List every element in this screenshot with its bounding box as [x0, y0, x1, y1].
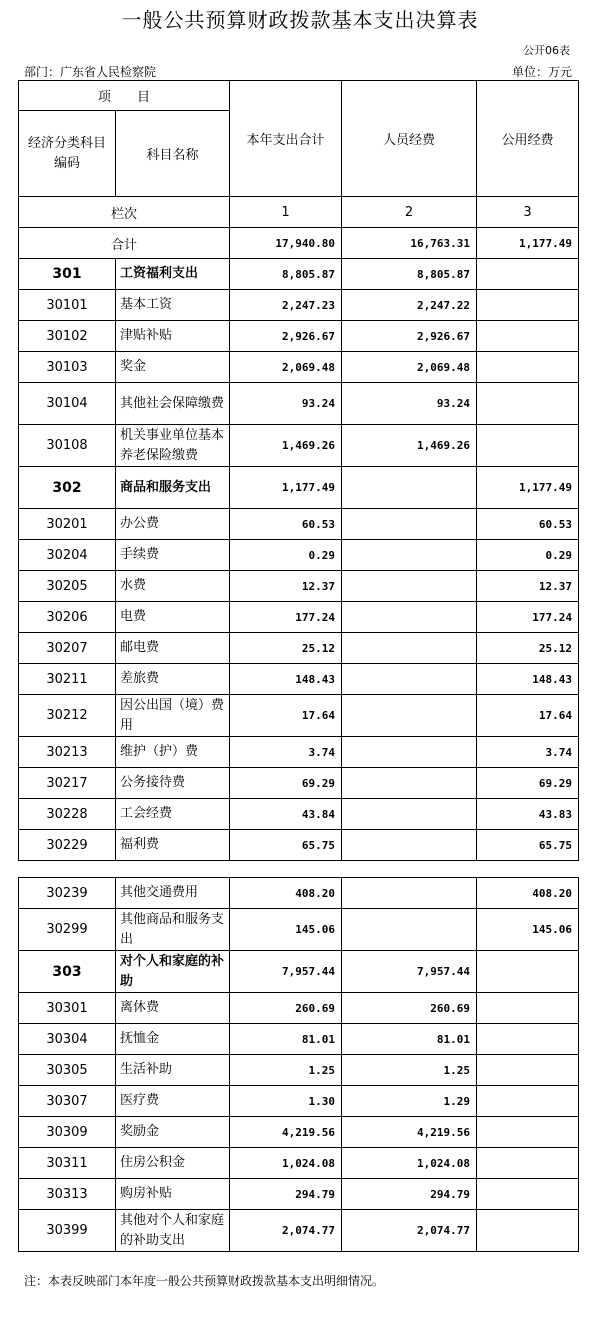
table-row [19, 1179, 579, 1210]
table-row [19, 509, 579, 540]
personnel-value: 2,069.48 [342, 352, 477, 383]
public-value [477, 259, 579, 290]
total-value: 2,247.23 [230, 290, 342, 321]
total-value: 1.30 [230, 1086, 342, 1117]
public-value [477, 383, 579, 425]
account-code: 30304 [19, 1024, 116, 1055]
account-name: 其他对个人和家庭的补助支出 [116, 1210, 230, 1252]
account-name: 公务接待费 [116, 768, 230, 799]
public-value: 25.12 [477, 633, 579, 664]
personnel-value [342, 664, 477, 695]
personnel-value [342, 768, 477, 799]
total-row-personnel: 16,763.31 [342, 228, 477, 259]
public-value: 65.75 [477, 830, 579, 861]
table-row [19, 737, 579, 768]
public-value: 60.53 [477, 509, 579, 540]
row-number-label: 栏次 [19, 197, 230, 228]
public-value: 3.74 [477, 737, 579, 768]
table-row [19, 830, 579, 861]
total-value: 69.29 [230, 768, 342, 799]
account-code: 30313 [19, 1179, 116, 1210]
personnel-value [342, 737, 477, 768]
personnel-value [342, 602, 477, 633]
account-name: 福利费 [116, 830, 230, 861]
total-value: 2,074.77 [230, 1210, 342, 1252]
personnel-value [342, 695, 477, 737]
account-code: 30399 [19, 1210, 116, 1252]
account-code: 30217 [19, 768, 116, 799]
total-value: 65.75 [230, 830, 342, 861]
total-value: 408.20 [230, 878, 342, 909]
personnel-value: 4,219.56 [342, 1117, 477, 1148]
column-number-1: 1 [230, 197, 342, 228]
account-name: 水费 [116, 571, 230, 602]
account-code: 301 [19, 259, 116, 290]
account-name: 其他社会保障缴费 [116, 383, 230, 425]
total-value: 1,469.26 [230, 425, 342, 467]
account-name: 手续费 [116, 540, 230, 571]
account-name: 邮电费 [116, 633, 230, 664]
account-code: 30299 [19, 909, 116, 951]
total-value: 43.84 [230, 799, 342, 830]
account-code: 30301 [19, 993, 116, 1024]
table-row [19, 695, 579, 737]
table-row [19, 1055, 579, 1086]
account-name: 差旅费 [116, 664, 230, 695]
table-row [19, 878, 579, 909]
public-value [477, 1055, 579, 1086]
table-row [19, 352, 579, 383]
account-code: 30228 [19, 799, 116, 830]
personnel-value [342, 830, 477, 861]
account-name: 办公费 [116, 509, 230, 540]
table-row [19, 1024, 579, 1055]
account-code: 30229 [19, 830, 116, 861]
account-code: 30204 [19, 540, 116, 571]
account-code: 303 [19, 951, 116, 993]
account-code: 30101 [19, 290, 116, 321]
header-item: 项 目 [19, 81, 230, 111]
personnel-value: 2,247.22 [342, 290, 477, 321]
account-code: 30311 [19, 1148, 116, 1179]
table-row [19, 799, 579, 830]
total-row-label: 合计 [19, 228, 230, 259]
table-row [19, 467, 579, 509]
expenditure-table [18, 80, 579, 861]
account-code: 30211 [19, 664, 116, 695]
personnel-value [342, 878, 477, 909]
account-name: 其他商品和服务支出 [116, 909, 230, 951]
public-value [477, 1179, 579, 1210]
public-value [477, 993, 579, 1024]
public-value [477, 425, 579, 467]
table-row [19, 1148, 579, 1179]
total-value: 7,957.44 [230, 951, 342, 993]
total-value: 148.43 [230, 664, 342, 695]
account-name: 住房公积金 [116, 1148, 230, 1179]
table-row [19, 290, 579, 321]
header-econ-code: 经济分类科目编码 [19, 111, 116, 197]
personnel-value: 8,805.87 [342, 259, 477, 290]
total-value: 145.06 [230, 909, 342, 951]
public-value [477, 321, 579, 352]
footnote: 注：本表反映部门本年度一般公共预算财政拨款基本支出明细情况。 [24, 1274, 385, 1288]
public-value: 408.20 [477, 878, 579, 909]
account-code: 30102 [19, 321, 116, 352]
public-value [477, 352, 579, 383]
table-row [19, 909, 579, 951]
account-code: 30108 [19, 425, 116, 467]
table-row [19, 425, 579, 467]
account-name: 维护（护）费 [116, 737, 230, 768]
personnel-value: 2,074.77 [342, 1210, 477, 1252]
personnel-value [342, 799, 477, 830]
account-name: 因公出国（境）费用 [116, 695, 230, 737]
account-name: 其他交通费用 [116, 878, 230, 909]
total-value: 81.01 [230, 1024, 342, 1055]
table-row [19, 1210, 579, 1252]
department-label: 部门：广东省人民检察院 [24, 65, 157, 79]
total-value: 93.24 [230, 383, 342, 425]
personnel-value [342, 571, 477, 602]
total-value: 3.74 [230, 737, 342, 768]
table-row [19, 602, 579, 633]
public-value: 43.83 [477, 799, 579, 830]
public-value: 1,177.49 [477, 467, 579, 509]
personnel-value: 260.69 [342, 993, 477, 1024]
personnel-value: 93.24 [342, 383, 477, 425]
total-value: 12.37 [230, 571, 342, 602]
total-value: 1.25 [230, 1055, 342, 1086]
total-value: 294.79 [230, 1179, 342, 1210]
header-item-name: 科目名称 [116, 111, 230, 197]
header-public-column: 公用经费 [477, 81, 579, 197]
account-name: 电费 [116, 602, 230, 633]
public-value [477, 290, 579, 321]
public-value: 17.64 [477, 695, 579, 737]
page-title: 一般公共预算财政拨款基本支出决算表 [121, 8, 479, 32]
table-row [19, 259, 579, 290]
account-name: 商品和服务支出 [116, 467, 230, 509]
total-value: 260.69 [230, 993, 342, 1024]
public-value: 69.29 [477, 768, 579, 799]
expenditure-table-continued [18, 877, 579, 1252]
public-value [477, 1117, 579, 1148]
form-number: 公开06表 [523, 44, 570, 57]
personnel-value [342, 909, 477, 951]
public-value: 12.37 [477, 571, 579, 602]
total-value: 177.24 [230, 602, 342, 633]
account-code: 30205 [19, 571, 116, 602]
table-row [19, 993, 579, 1024]
total-value: 25.12 [230, 633, 342, 664]
account-name: 生活补助 [116, 1055, 230, 1086]
account-code: 30207 [19, 633, 116, 664]
account-name: 津贴补贴 [116, 321, 230, 352]
public-value: 177.24 [477, 602, 579, 633]
total-value: 1,177.49 [230, 467, 342, 509]
account-code: 30305 [19, 1055, 116, 1086]
total-row-public: 1,177.49 [477, 228, 579, 259]
personnel-value [342, 633, 477, 664]
public-value [477, 1148, 579, 1179]
table-row [19, 1086, 579, 1117]
account-name: 奖金 [116, 352, 230, 383]
account-code: 30239 [19, 878, 116, 909]
total-value: 60.53 [230, 509, 342, 540]
account-code: 30309 [19, 1117, 116, 1148]
public-value: 148.43 [477, 664, 579, 695]
total-value: 1,024.08 [230, 1148, 342, 1179]
public-value: 0.29 [477, 540, 579, 571]
account-name: 抚恤金 [116, 1024, 230, 1055]
column-number-3: 3 [477, 197, 579, 228]
public-value [477, 1024, 579, 1055]
personnel-value: 81.01 [342, 1024, 477, 1055]
total-value: 2,926.67 [230, 321, 342, 352]
account-name: 机关事业单位基本养老保险缴费 [116, 425, 230, 467]
account-name: 工资福利支出 [116, 259, 230, 290]
personnel-value: 1.25 [342, 1055, 477, 1086]
account-code: 30212 [19, 695, 116, 737]
personnel-value: 1,469.26 [342, 425, 477, 467]
table-row [19, 540, 579, 571]
account-name: 医疗费 [116, 1086, 230, 1117]
account-code: 30104 [19, 383, 116, 425]
column-number-2: 2 [342, 197, 477, 228]
account-name: 对个人和家庭的补助 [116, 951, 230, 993]
unit-label: 单位：万元 [511, 65, 572, 79]
table-row [19, 664, 579, 695]
table-row [19, 768, 579, 799]
account-code: 30307 [19, 1086, 116, 1117]
table-row [19, 633, 579, 664]
table-row [19, 383, 579, 425]
account-name: 购房补贴 [116, 1179, 230, 1210]
account-code: 302 [19, 467, 116, 509]
total-value: 8,805.87 [230, 259, 342, 290]
account-code: 30201 [19, 509, 116, 540]
public-value [477, 1086, 579, 1117]
personnel-value: 7,957.44 [342, 951, 477, 993]
total-row-total: 17,940.80 [230, 228, 342, 259]
total-value: 2,069.48 [230, 352, 342, 383]
personnel-value [342, 467, 477, 509]
header-personnel-column: 人员经费 [342, 81, 477, 197]
public-value: 145.06 [477, 909, 579, 951]
public-value [477, 951, 579, 993]
personnel-value [342, 540, 477, 571]
table-row [19, 951, 579, 993]
account-name: 工会经费 [116, 799, 230, 830]
personnel-value [342, 509, 477, 540]
table-row [19, 571, 579, 602]
personnel-value: 1.29 [342, 1086, 477, 1117]
total-value: 4,219.56 [230, 1117, 342, 1148]
account-code: 30213 [19, 737, 116, 768]
personnel-value: 294.79 [342, 1179, 477, 1210]
account-name: 离休费 [116, 993, 230, 1024]
total-value: 17.64 [230, 695, 342, 737]
personnel-value: 1,024.08 [342, 1148, 477, 1179]
account-name: 基本工资 [116, 290, 230, 321]
total-value: 0.29 [230, 540, 342, 571]
personnel-value: 2,926.67 [342, 321, 477, 352]
public-value [477, 1210, 579, 1252]
table-row [19, 321, 579, 352]
account-code: 30206 [19, 602, 116, 633]
header-total-column: 本年支出合计 [230, 81, 342, 197]
table-row [19, 1117, 579, 1148]
account-code: 30103 [19, 352, 116, 383]
account-name: 奖励金 [116, 1117, 230, 1148]
